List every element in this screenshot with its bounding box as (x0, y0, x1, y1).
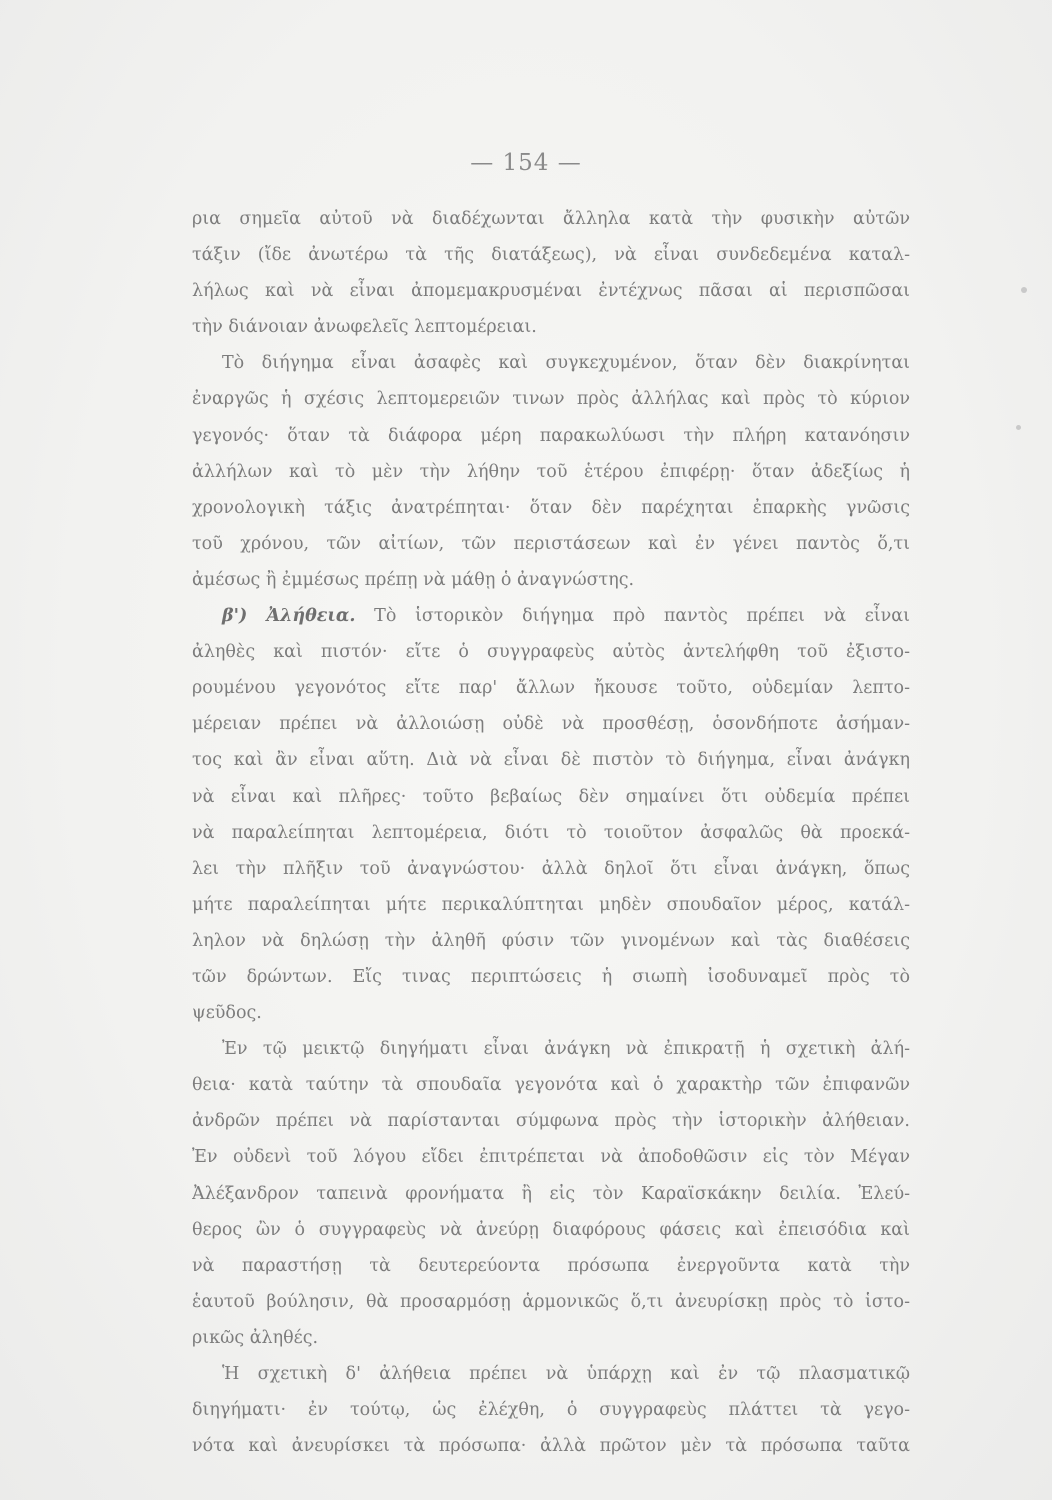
text-line: ρουμένου γεγονότος εἴτε παρ' ἄλλων ἤκουσε τοῦτο, οὐδεμίαν λεπτο- (192, 678, 910, 699)
text-line: τος καὶ ἂν εἶναι αὕτη. Διὰ νὰ εἶναι δὲ πιστὸν τὸ διήγημα, εἶναι ἀνάγκη (192, 750, 910, 771)
text-line: Ἀλέξανδρον ταπεινὰ φρονήματα ἢ εἰς τὸν Καραϊσκάκην δειλία. Ἐλεύ- (192, 1183, 910, 1204)
text-line: ψεῦδος. (192, 1003, 262, 1024)
text-line: μήτε παραλείπηται μήτε περικαλύπτηται μηδὲν σπουδαῖον μέρος, κατάλ- (192, 894, 910, 915)
text-line: ἀλλήλων καὶ τὸ μὲν τὴν λήθην τοῦ ἑτέρου ἐπιφέρῃ· ὅταν ἀδεξίως ἡ (192, 461, 910, 482)
text-line: λει τὴν πλῆξιν τοῦ ἀναγνώστου· ἀλλὰ δηλοῖ ὅτι εἶναι ἀνάγκη, ὅπως (192, 858, 910, 879)
text-line: Ἐν τῷ μεικτῷ διηγήματι εἶναι ἀνάγκη νὰ ἐπικρατῇ ἡ σχετικὴ ἀλή- (222, 1039, 910, 1060)
paper-blemish (1016, 425, 1021, 430)
line-text: Τὸ ἱστορικὸν διήγημα πρὸ παντὸς πρέπει νὰ εἶναι (355, 606, 910, 627)
text-line: ἑαυτοῦ βούλησιν, θὰ προσαρμόσῃ ἁρμονικῶς ὅ,τι ἀνευρίσκῃ πρὸς τὸ ἱστο- (192, 1291, 910, 1312)
text-line: τὴν διάνοιαν ἀνωφελεῖς λεπτομέρειαι. (192, 317, 537, 338)
text-line: νὰ παραστήσῃ τὰ δευτερεύοντα πρόσωπα ἐνεργοῦντα κατὰ τὴν (192, 1255, 910, 1276)
text-line: διηγήματι· ἐν τούτῳ, ὡς ἐλέχθη, ὁ συγγραφεὺς πλάττει τὰ γεγο- (192, 1400, 910, 1421)
text-line: Ἡ σχετικὴ δ' ἀλήθεια πρέπει νὰ ὑπάρχῃ καὶ ἐν τῷ πλασματικῷ (222, 1364, 910, 1384)
text-line: θερος ὢν ὁ συγγραφεὺς νὰ ἀνεύρῃ διαφόρους φάσεις καὶ ἐπεισόδια καὶ (192, 1219, 910, 1240)
text-line: γεγονός· ὅταν τὰ διάφορα μέρη παρακωλύωσι τὴν πλήρη κατανόησιν (192, 425, 910, 446)
text-line: θεια· κατὰ ταύτην τὰ σπουδαῖα γεγονότα καὶ ὁ χαρακτὴρ τῶν ἐπιφανῶν (192, 1075, 910, 1096)
text-line: χρονολογικὴ τάξις ἀνατρέπηται· ὅταν δὲν παρέχηται ἐπαρκὴς γνῶσις (192, 497, 910, 518)
text-line: ἐναργῶς ἡ σχέσις λεπτομερειῶν τινων πρὸς ἀλλήλας καὶ πρὸς τὸ κύριον (192, 389, 910, 410)
text-line: ρια σημεῖα αὐτοῦ νὰ διαδέχωνται ἄλληλα κατὰ τὴν φυσικὴν αὐτῶν (192, 209, 910, 229)
text-line: τοῦ χρόνου, τῶν αἰτίων, τῶν περιστάσεων καὶ ἐν γένει παντὸς ὅ,τι (192, 533, 910, 554)
text-line: ἀληθὲς καὶ πιστόν· εἴτε ὁ συγγραφεὺς αὐτὸς ἀντελήφθη τοῦ ἐξιστο- (192, 642, 910, 663)
text-line: Τὸ διήγημα εἶναι ἀσαφὲς καὶ συγκεχυμένον, ὅταν δὲν διακρίνηται (222, 353, 910, 374)
text-line: ληλον νὰ δηλώσῃ τὴν ἀληθῆ φύσιν τῶν γινομένων καὶ τὰς διαθέσεις (192, 930, 910, 951)
text-line (192, 598, 910, 634)
text-line: νὰ εἶναι καὶ πλῆρες· τοῦτο βεβαίως δὲν σημαίνει ὅτι οὐδεμία πρέπει (192, 786, 910, 807)
text-line: νότα καὶ ἀνευρίσκει τὰ πρόσωπα· ἀλλὰ πρῶτον μὲν τὰ πρόσωπα ταῦτα (192, 1436, 910, 1457)
text-line: ἀνδρῶν πρέπει νὰ παρίστανται σύμφωνα πρὸς τὴν ἱστορικὴν ἀλήθειαν. (192, 1111, 910, 1132)
page-body-text (192, 201, 910, 1464)
text-line: μέρειαν πρέπει νὰ ἀλλοιώσῃ οὐδὲ νὰ προσθέσῃ, ὁσονδήποτε ἀσήμαν- (192, 714, 910, 735)
text-line: τάξιν (ἴδε ἀνωτέρω τὰ τῆς διατάξεως), νὰ εἶναι συνδεδεμένα καταλ- (192, 245, 910, 266)
section-heading: β') Ἀλήθεια. (222, 606, 356, 627)
text-line: ἀμέσως ἢ ἐμμέσως πρέπῃ νὰ μάθῃ ὁ ἀναγνώστης. (192, 569, 635, 590)
text-line: Ἐν οὐδενὶ τοῦ λόγου εἴδει ἐπιτρέπεται νὰ ἀποδοθῶσιν εἰς τὸν Μέγαν (192, 1147, 910, 1168)
page-number: — 154 — (470, 150, 582, 176)
paper-blemish (1021, 287, 1027, 293)
text-line: λήλως καὶ νὰ εἶναι ἀπομεμακρυσμέναι ἐντέχνως πᾶσαι αἱ περισπῶσαι (192, 281, 910, 302)
text-line: ρικῶς ἀληθές. (192, 1327, 319, 1348)
text-line: τῶν δρώντων. Εἴς τινας περιπτώσεις ἡ σιωπὴ ἰσοδυναμεῖ πρὸς τὸ (192, 966, 910, 987)
text-line: νὰ παραλείπηται λεπτομέρεια, διότι τὸ τοιοῦτον ἀσφαλῶς θὰ προεκά- (192, 822, 910, 843)
